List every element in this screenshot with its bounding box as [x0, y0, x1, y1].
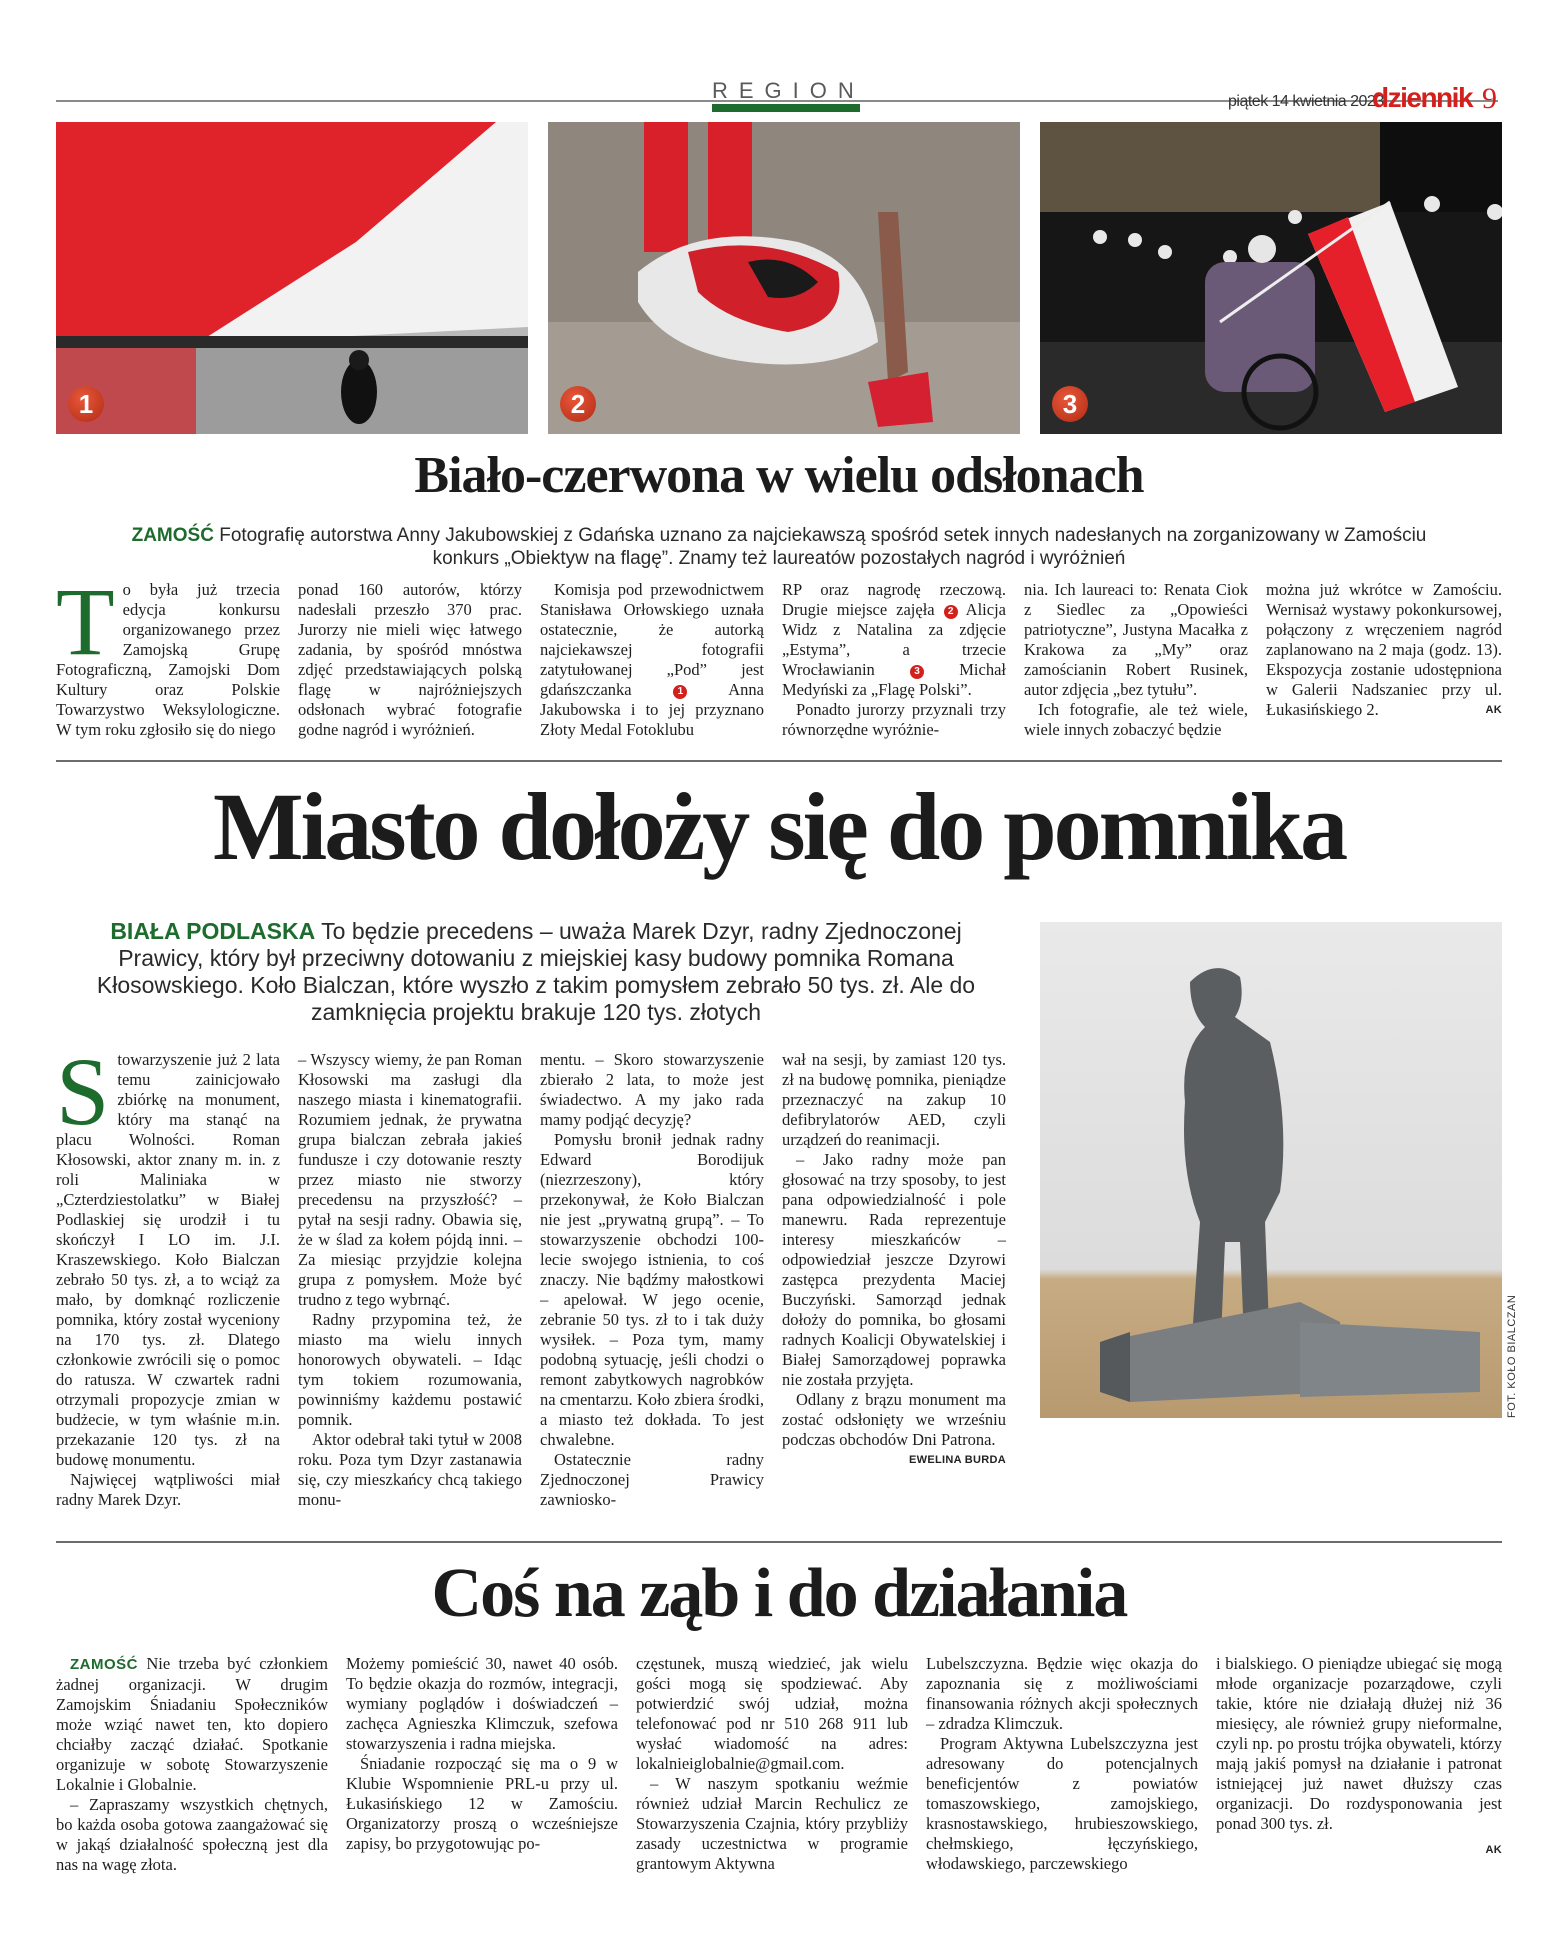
article-1-column-6: [1266, 580, 1502, 720]
flag-under-photo-graphic: [56, 122, 528, 434]
article-2-column-3: [540, 1050, 764, 1510]
article-2-column-2: [298, 1050, 522, 1510]
article-2-lead-line-3: Kłosowskiego. Koło Bialczan, które wyszło z takim pomysłem zebrało 50 tys. zł. Ale do: [96, 972, 976, 998]
article-1-dropcap: T: [56, 568, 115, 675]
winner-badge-1: 1: [673, 685, 687, 699]
paragraph: Ich fotografie, ale też wiele, wiele innych zobaczyć będzie: [1024, 700, 1248, 739]
article-2-lead: [56, 918, 1016, 1026]
paragraph: Śniadanie rozpocząć się ma o 9 w Klubie Wspomnienie PRL-u przy ul. Łukasińskiego 12 w Zamościu. Organizatorzy proszą o wcześniejsze zapisy, bo przygotowując po-: [346, 1754, 618, 1853]
photo-1: [56, 122, 528, 434]
statue-photo: [1040, 922, 1502, 1418]
paragraph: [1266, 580, 1502, 720]
page-number: 9: [1482, 82, 1497, 115]
paragraph: ponad 160 autorów, którzy nadesłali przeszło 370 prac. Jurorzy nie mieli więc łatwego zadania, by spośród mnóstwa zdjęć przedstawiających polską flagę w najróżniejszych odsłonach wybrać fotografie godne nagród i wyróżnień.: [298, 580, 522, 739]
article-1-lead-line-2: konkurs „Obiektyw na flagę”. Znamy też laureatów pozostałych nagród i wyróżnień: [432, 548, 1126, 569]
text: można już wkrótce w Zamościu. Wernisaż wystawy pokonkursowej, połączony z wręczeniem nagród zaplanowano na 2 maja (godz. 13). Ekspozycja zostanie udostępniona w Galerii Nadszaniec przy ul. Łukasińskiego 2.: [1266, 580, 1502, 719]
paragraph: Odlany z brązu monument ma zostać odsłonięty we wrześniu podczas obchodów Dni Patrona.: [782, 1390, 1006, 1449]
article-1-signature: AK: [1485, 704, 1502, 716]
article-1-place: ZAMOŚĆ: [131, 525, 214, 546]
paragraph: – Wszyscy wiemy, że pan Roman Kłosowski ma zasługi dla naszego miasta i kinematografii. Rozumiem jednak, że prywatna grupa bialczan zebrała jakieś fundusze i czy dotowanie reszty przez miasto nie stworzy precedensu na przyszłość? – pytał na sesji radny. Obawia się, że w ślad za kołem pójdą inni. – Za miesiąc przyjdzie kolejna grupa z pomysłem. Może być trudno z tego wybrnąć.: [298, 1050, 522, 1309]
paragraph: – Jako radny może pan głosować na trzy sposoby, to jest pana odpowiedzialność i pole manewru. Rada reprezentuje interesy mieszkańców – odpowiedział jeszcze Dzyrowi zastępca prezydenta Maciej Buczyński. Samorząd jednak dołoży do pomnika, bo głosami radnych Koalicji Obywatelskiej i Białej Samorządowej poprawka nie została przyjęta.: [782, 1150, 1006, 1389]
wheelchair-flag-photo-graphic: [1040, 122, 1502, 434]
article-1-lead-line-1: Fotografię autorstwa Anny Jakubowskiej z Gdańska uznano za najciekawszą spośród setek innych nadesłanych na zorganizowany w Zamościu: [219, 525, 1427, 546]
paragraph: częstunek, muszą wiedzieć, jak wielu gości mogą się spodziewać. Aby potwierdzić swój udział, można telefonować pod nr 510 268 911 lub wysłać wiadomość na adres: lokalnieiglobalnie@gmail.com.: [636, 1654, 908, 1773]
article-1-column-4: [782, 580, 1006, 740]
article-3-column-4: [926, 1654, 1198, 1874]
paragraph: i bialskiego. O pieniądze ubiegać się mogą młode organizacje pozarządowe, czyli takie, które nie działają dłużej niż 36 miesięcy, ale również grupy nieformalne, czyli np. po prostu trójka obywateli, którzy mają jakiś pomysł na działanie i patronat istniejącej już nawet dłuższy czas organizacji. Do rozdysponowania jest ponad 300 tys. zł.: [1216, 1654, 1502, 1833]
paragraph: Najwięcej wątpliwości miał radny Marek Dzyr.: [56, 1470, 280, 1509]
article-1-column-2: [298, 580, 522, 740]
photo-3: [1040, 122, 1502, 434]
paragraph: mentu. – Skoro stowarzyszenie zbierało 2 lata, to może jest świadectwo. A my jako rada mamy podjąć decyzję?: [540, 1050, 764, 1129]
text: Komisja pod przewodnictwem Stanisława Orłowskiego uznała ostatecznie, że autorką najciekawszej fotografii zatytułowanej „Pod” jest gdańszczanka: [540, 580, 764, 699]
article-2-column-4: [782, 1050, 1006, 1470]
article-1-column-1: [56, 568, 280, 740]
paragraph: Ostatecznie radny Zjednoczonej Prawicy zawniosko-: [540, 1450, 764, 1509]
article-2-signature: EWELINA BURDA: [909, 1454, 1006, 1466]
paragraph: – W naszym spotkaniu weźmie również udział Marcin Rechulicz ze Stowarzyszenia Czajnia, który przybliży zasady uczestnictwa w programie grantowym Aktywna: [636, 1774, 908, 1873]
article-3-place: ZAMOŚĆ: [70, 1656, 138, 1673]
article-1-lead: [56, 524, 1502, 570]
paragraph: Aktor odebrał taki tytuł w 2008 roku. Poza tym Dzyr zastanawia się, czy mieszkańcy chcą takiego monu-: [298, 1430, 522, 1509]
article-2-lead-line-2: Prawicy, który był przeciwny dotowaniu z miejskiej kasy budowy pomnika Romana: [118, 945, 954, 971]
text: Alicja Widz z Natalina za zdjęcie „Estyma”, a trzecie Wrocławianin: [782, 600, 1006, 679]
paragraph: Możemy pomieścić 30, nawet 40 osób. To będzie okazja do rozmów, integracji, wymiany poglądów i doświadczeń – zachęca Agnieszka Klimczuk, szefowa stowarzyszenia i radna miejska.: [346, 1654, 618, 1753]
article-3-column-5: [1216, 1654, 1502, 1860]
text: Michał Medyński za „Flagę Polski”.: [782, 660, 1007, 699]
paragraph: nia. Ich laureaci to: Renata Ciok z Siedlec za „Opowieści patriotyczne”, Justyna Macałka z Krakowa za „My” oraz zamościanin Robert Rusinek, autor zdjęcia „bez tytułu”.: [1024, 580, 1248, 699]
paragraph: – Zapraszamy wszystkich chętnych, bo każda osoba gotowa zaangażować się w jakąś działalność społeczną jest dla nas na wagę złota.: [56, 1795, 328, 1874]
article-3-column-3: [636, 1654, 908, 1874]
statue-model-graphic: [1040, 922, 1502, 1418]
paragraph: [540, 580, 764, 740]
article-2-lead-line-4: zamknięcia projektu brakuje 120 tys. złotych: [311, 999, 761, 1025]
section-label: REGION: [712, 78, 865, 103]
brand-logo: dziennik: [1372, 82, 1473, 113]
photo-badge-3: 3: [1052, 386, 1088, 422]
article-2-headline: Miasto dołoży się do pomnika: [212, 773, 1346, 880]
photo-2: [548, 122, 1020, 434]
paragraph: Pomysłu bronił jednak radny Edward Borodijuk (niezrzeszony), który przekonywał, że Koło Bialczan nie jest „prywatną grupą”. – To stowarzyszenie obchodzi 100-lecie swojego istnienia, to coś znaczy. Nie bądźmy małostkowi – apelował. W jego ocenie, zebranie 50 tys. zł to i tak duży wysiłek. – Poza tym, mamy podobną sytuację, jeśli chodzi o remont zabytkowych nagrobków na cmentarzu. Koło zbiera środki, a miasto też dokłada. To jest chwalebne.: [540, 1130, 764, 1449]
text: Nie trzeba być członkiem żadnej organizacji. W drugim Zamojskim Śniadaniu Społeczników może wziąć nawet ten, kto dopiero chciałby zacząć działać. Spotkanie organizuje w sobotę Stowarzyszenie Lokalnie i Globalnie.: [56, 1654, 329, 1794]
paragraph: Program Aktywna Lubelszczyzna jest adresowany do potencjalnych beneficjentów z powiatów tomaszowskiego, zamojskiego, krasnostawskiego, hrubieszowskiego, chełmskiego, łęczyńskiego, włodawskiego, parczewskiego: [926, 1734, 1198, 1873]
article-2-place: BIAŁA PODLASKA: [110, 918, 316, 944]
article-2-dropcap: S: [56, 1038, 110, 1145]
text: RP oraz nagrodę rzeczową. Drugie miejsce zajęła: [782, 580, 1006, 619]
article-divider-1: [56, 760, 1502, 762]
text: Anna Jakubowska i to jej przyznano Złoty Medal Fotoklubu: [540, 680, 764, 739]
article-3-column-2: [346, 1654, 618, 1854]
paragraph: [782, 580, 1006, 700]
paragraph: Lubelszczyzna. Będzie więc okazja do zapoznania się z możliwościami finansowania różnych akcji społecznych – zdradza Klimczuk.: [926, 1654, 1198, 1733]
photo-credit: FOT. KOŁO BIALCZAN: [1506, 1294, 1518, 1418]
article-2-column-1: [56, 1038, 280, 1510]
article-1-column-5: [1024, 580, 1248, 740]
section-accent-bar: [712, 104, 860, 112]
photo-badge-2: 2: [560, 386, 596, 422]
article-1-headline: Biało-czerwona w wielu odsłonach: [414, 447, 1144, 504]
article-2-lead-line-1: To będzie precedens – uważa Marek Dzyr, radny Zjednoczonej: [321, 918, 962, 944]
paragraph: Ponadto jurorzy przyznali trzy równorzędne wyróżnie-: [782, 700, 1006, 739]
crumpled-flag-photo-graphic: [548, 122, 1020, 434]
issue-date: piątek 14 kwietnia 2023: [1228, 93, 1384, 110]
paragraph: [56, 1654, 328, 1795]
winner-badge-2: 2: [944, 605, 958, 619]
paragraph: o była już trzecia edycja konkursu organizowanego przez Zamojską Grupę Fotograficzną, Zamojski Dom Kultury oraz Polskie Towarzystwo Weksylologiczne. W tym roku zgłosiło się do niego: [56, 580, 280, 739]
photo-badge-1: 1: [68, 386, 104, 422]
article-1-column-3: [540, 580, 764, 740]
article-3-column-1: [56, 1654, 328, 1875]
paragraph: towarzyszenie już 2 lata temu zainicjowało zbiórkę na monument, który ma stanąć na placu Wolności. Roman Kłosowski, aktor znany m. in. z roli Maliniaka w „Czterdziestolatku” w Białej Podlaskiej się urodził i tu skończył I LO im. J.I. Kraszewskiego. Koło Bialczan zebrało 50 tys. zł, a to wciąż za mało, by domknąć rozliczenie pomnika, który został wyceniony na 170 tys. zł. Dlatego członkowie zwrócili się o pomoc do ratusza. W czwartek radni otrzymali propozycje zmian w budżecie, w tym właśnie m.in. przekazanie 120 tys. zł na budowę monumentu.: [56, 1050, 280, 1469]
article-divider-2: [56, 1541, 1502, 1543]
paragraph: wał na sesji, by zamiast 120 tys. zł na budowę pomnika, pieniądze przeznaczyć na zakup 10 defibrylatorów AED, czyli urządzeń do reanimacji.: [782, 1050, 1006, 1149]
article-3-headline: Coś na ząb i do działania: [431, 1555, 1127, 1632]
paragraph: Radny przypomina też, że miasto ma wielu innych honorowych obywateli. – Idąc tym tokiem rozumowania, powinniśmy każdemu postawić pomnik.: [298, 1310, 522, 1429]
article-3-signature: AK: [1485, 1844, 1502, 1856]
winner-badge-3: 3: [910, 665, 924, 679]
